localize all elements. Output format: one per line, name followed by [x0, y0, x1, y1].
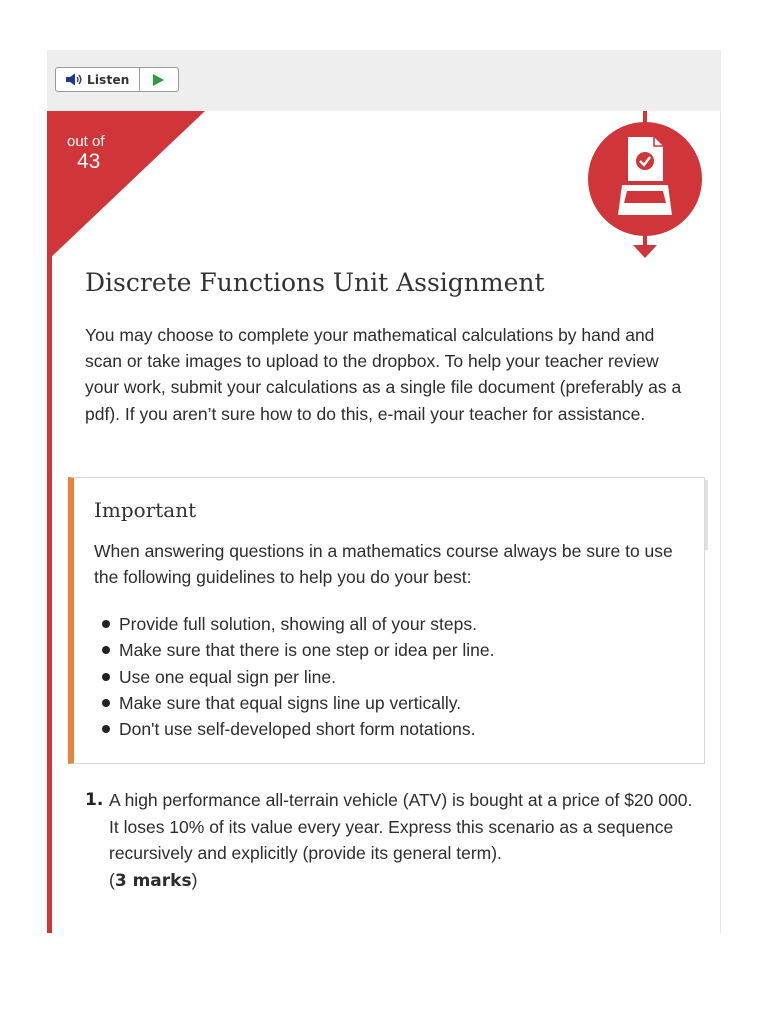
listen-label: Listen [87, 72, 130, 87]
callout-text: When answering questions in a mathematics course always be sure to use the following guidelines to help you do your best: [94, 541, 673, 587]
listen-control [55, 67, 179, 92]
list-item [94, 664, 495, 690]
bullet-icon [102, 699, 110, 707]
list-item-text: Provide full solution, showing all of your steps. [119, 614, 477, 634]
page-title: Discrete Functions Unit Assignment [85, 268, 545, 297]
intro-paragraph: You may choose to complete your mathematical calculations by hand and scan or take images to upload to the dropbox. To help your teacher review your work, submit your calculations as a single file document (preferably as a pdf). If you aren’t sure how to do this, e-mail your teacher for assistance. [85, 325, 682, 424]
question-number: 1. [85, 790, 104, 810]
question-text: A high performance all-terrain vehicle (ATV) is bought at a price of $20 000. It loses 10% of its value every year. Express this scenario as a sequence recursively and explicitly (provide its general term). [109, 790, 693, 863]
bullet-icon [102, 673, 110, 681]
marks-close: ) [191, 869, 198, 890]
list-item [94, 637, 495, 663]
score-value: 43 [77, 150, 101, 173]
question-body [109, 787, 693, 894]
card-border [720, 111, 721, 933]
callout-shadow [705, 480, 708, 550]
listen-button[interactable] [56, 68, 140, 91]
bullet-icon [102, 725, 110, 733]
dropbox-upload-icon [586, 111, 704, 261]
list-item-text: Make sure that equal signs line up vertically. [119, 692, 462, 713]
question-marks: 3 marks [114, 870, 192, 891]
important-callout [68, 477, 705, 764]
marks-open: ( [109, 869, 115, 890]
bullet-icon [102, 646, 110, 654]
play-icon [153, 74, 164, 86]
speaker-icon [65, 73, 83, 86]
list-item-text: Use one equal sign per line. [119, 666, 336, 687]
play-button[interactable] [140, 68, 178, 91]
dropbox-badge [586, 111, 704, 261]
list-item [94, 716, 495, 742]
bullet-icon [102, 620, 110, 628]
list-item-text: Don't use self-developed short form notations. [119, 719, 476, 740]
list-item [94, 611, 495, 637]
toolbar [47, 50, 721, 111]
question-1 [85, 787, 695, 894]
list-item [94, 690, 495, 716]
list-item-text: Make sure that there is one step or idea per line. [119, 640, 495, 661]
score-label: out of [67, 133, 105, 150]
callout-title: Important [94, 498, 197, 522]
guidelines-list [94, 611, 495, 742]
